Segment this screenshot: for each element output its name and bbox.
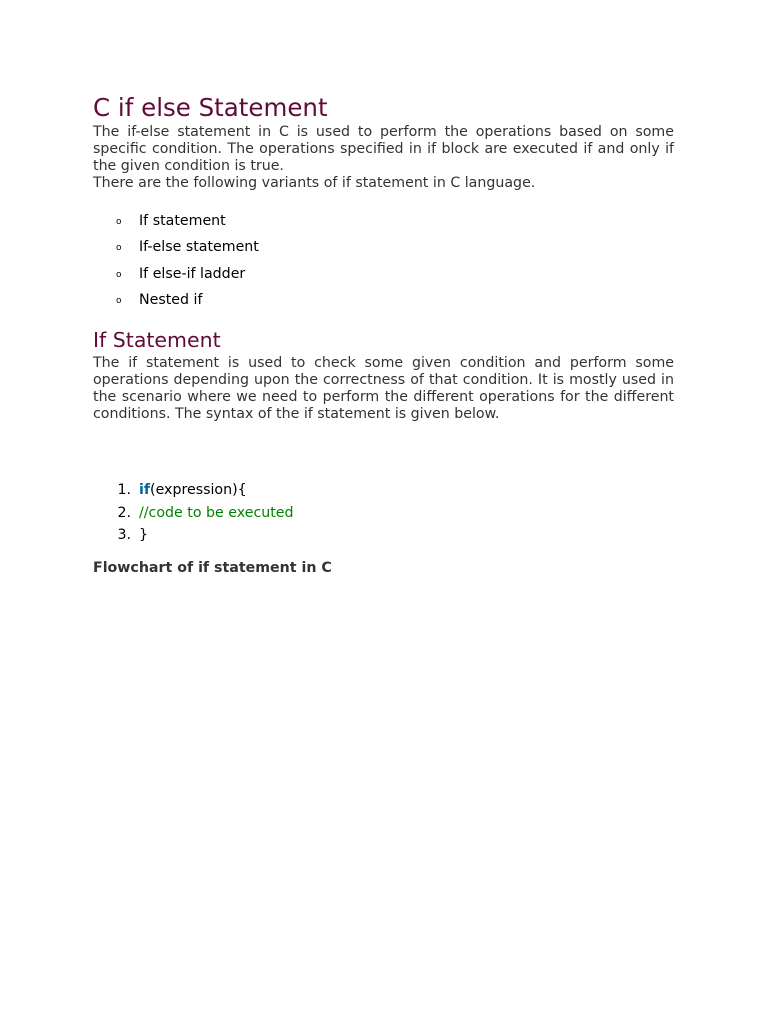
list-item — [93, 287, 674, 313]
list-item — [93, 261, 674, 287]
code-keyword: if — [139, 482, 151, 499]
page-title: C if else Statement — [93, 93, 328, 122]
variants-intro-paragraph: There are the following variants of if statement in C language. — [93, 175, 536, 191]
list-item — [93, 234, 674, 260]
list-item — [93, 208, 674, 234]
line-number: 1. — [117, 482, 131, 499]
list-item-label: If else-if ladder — [139, 265, 246, 282]
list-item-label: Nested if — [139, 291, 203, 308]
bullet-icon: o — [116, 269, 122, 280]
list-item-label: If statement — [139, 213, 226, 229]
bullet-icon: o — [116, 243, 122, 254]
list-item-label: If-else statement — [139, 239, 259, 256]
line-number: 2. — [117, 504, 131, 521]
variants-list — [93, 208, 674, 313]
code-comment: //code to be executed — [139, 504, 294, 521]
code-line — [93, 524, 674, 547]
article-content — [93, 92, 674, 578]
code-text: } — [139, 527, 149, 544]
flowchart-heading: Flowchart of if statement in C — [93, 559, 332, 576]
intro-paragraph: The if-else statement in C is used to perform the operations based on some specific condition. The operations specified in if block are executed if and only if the given condition is true. — [93, 124, 674, 174]
code-line — [93, 502, 674, 525]
bullet-icon: o — [116, 217, 122, 227]
if-description-paragraph: The if statement is used to check some given condition and perform some operations depending upon the correctness of that condition. It is mostly used in the scenario where we need to perform the different operations for the different conditions. The syntax of the if statement is given below. — [93, 355, 674, 423]
section-heading: If Statement — [93, 328, 221, 353]
code-line — [93, 479, 674, 502]
code-block — [93, 479, 674, 547]
line-number: 3. — [117, 527, 131, 544]
code-text: (expression){ — [150, 482, 247, 499]
bullet-icon: o — [116, 295, 122, 306]
